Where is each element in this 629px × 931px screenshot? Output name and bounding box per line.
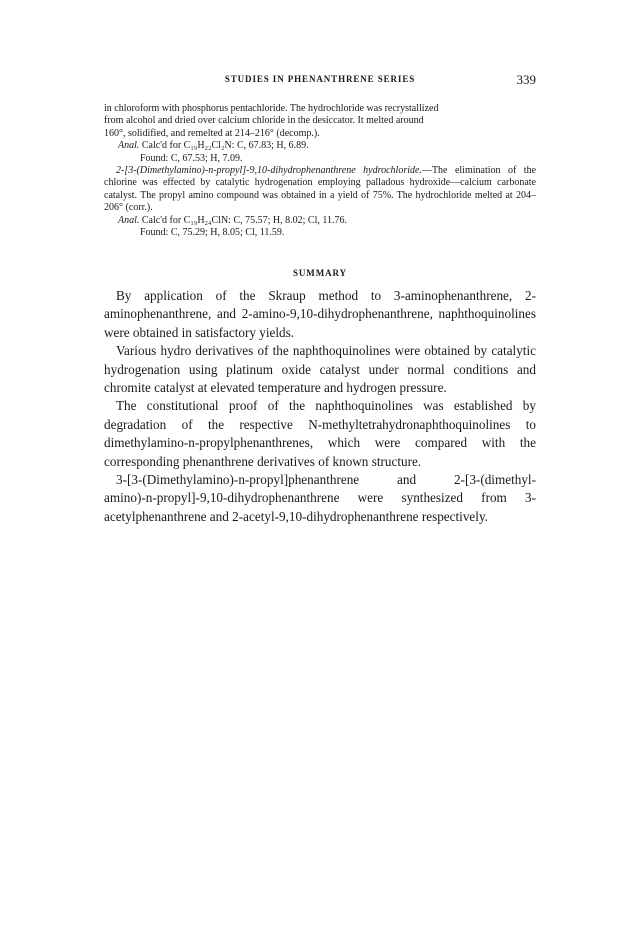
analysis-1 [104, 140, 536, 152]
summary-p4-part-b: and [397, 472, 417, 488]
compound-description: —The elimination of the chlorine was effected by catalytic hydrogenation employing palladous hydroxide—calcium carbonate catalyst. The propyl amino compound was obtained in a yield of 75%. The hydrochloride melted at 204–206° (corr.). [104, 165, 537, 214]
summary-paragraph-1: By application of the Skraup method to 3-aminophenanthrene, 2-aminophenanthrene, and 2-amino-9,10-dihydrophenanthrene, naphthoquinolines were obtained in satisfactory yields. [104, 288, 536, 340]
summary-p4-part-a: 3-[3-(Dimethylamino)-n-propyl]phenanthrene [116, 472, 360, 488]
summary-p4-part-c: 2-[3-(dimethyl- [453, 472, 536, 488]
page-number: 339 [516, 72, 536, 87]
compound-name: 2-[3-(Dimethylamino)-n-propyl]-9,10-dihydrophenanthrene hydrochloride. [116, 165, 422, 177]
summary-section [104, 287, 536, 526]
found-1: Found: C, 67.53; H, 7.09. [140, 152, 243, 164]
running-title: STUDIES IN PHENANTHRENE SERIES [224, 74, 416, 84]
summary-paragraph-4-first-line [104, 471, 536, 489]
summary-p4-rest: amino)-n-propyl]-9,10-dihydrophenanthrene were synthesized from 3-acetylphenanthrene and 2-acetyl-9,10-dihydrophenanthrene respectively. [104, 490, 536, 524]
compound-paragraph [104, 165, 536, 215]
experimental-line-3: 160°, solidified, and remelted at 214–216° (decomp.). [104, 127, 320, 139]
analysis-1-text: Calc'd for C₁₉H₂₂Cl₂N: C, 67.83; H, 6.89. [139, 140, 309, 152]
analysis-2-label: Anal. [118, 214, 140, 226]
experimental-line-1: in chloroform with phosphorus pentachloride. The hydrochloride was recrystallized [104, 103, 439, 114]
running-header [104, 72, 536, 90]
experimental-line-2: from alcohol and dried over calcium chloride in the desiccator. It melted around [104, 115, 424, 127]
summary-paragraph-2: Various hydro derivatives of the naphthoquinolines were obtained by catalytic hydrogenation using platinum oxide catalyst under normal conditions and chromite catalyst at elevated temperature and hydrogen pressure. [104, 343, 536, 396]
experimental-section [104, 103, 536, 239]
summary-heading: SUMMARY [293, 268, 347, 278]
analysis-2 [104, 215, 536, 227]
summary-paragraph-4 [104, 471, 536, 526]
analysis-1-label: Anal. [118, 140, 140, 152]
found-2: Found: C, 75.29; H, 8.05; Cl, 11.59. [140, 227, 285, 239]
summary-paragraph-3: The constitutional proof of the naphthoquinolines was established by degradation of the respective N-methyltetrahydronaphthoquinolines to dimethylamino-n-propylphenanthrenes, which were compared with the corresponding phenanthrene derivatives of known structure. [104, 398, 536, 469]
analysis-2-text: Calc'd for C₁₉H₂₄ClN: C, 75.57; H, 8.02; Cl, 11.76. [139, 214, 347, 226]
